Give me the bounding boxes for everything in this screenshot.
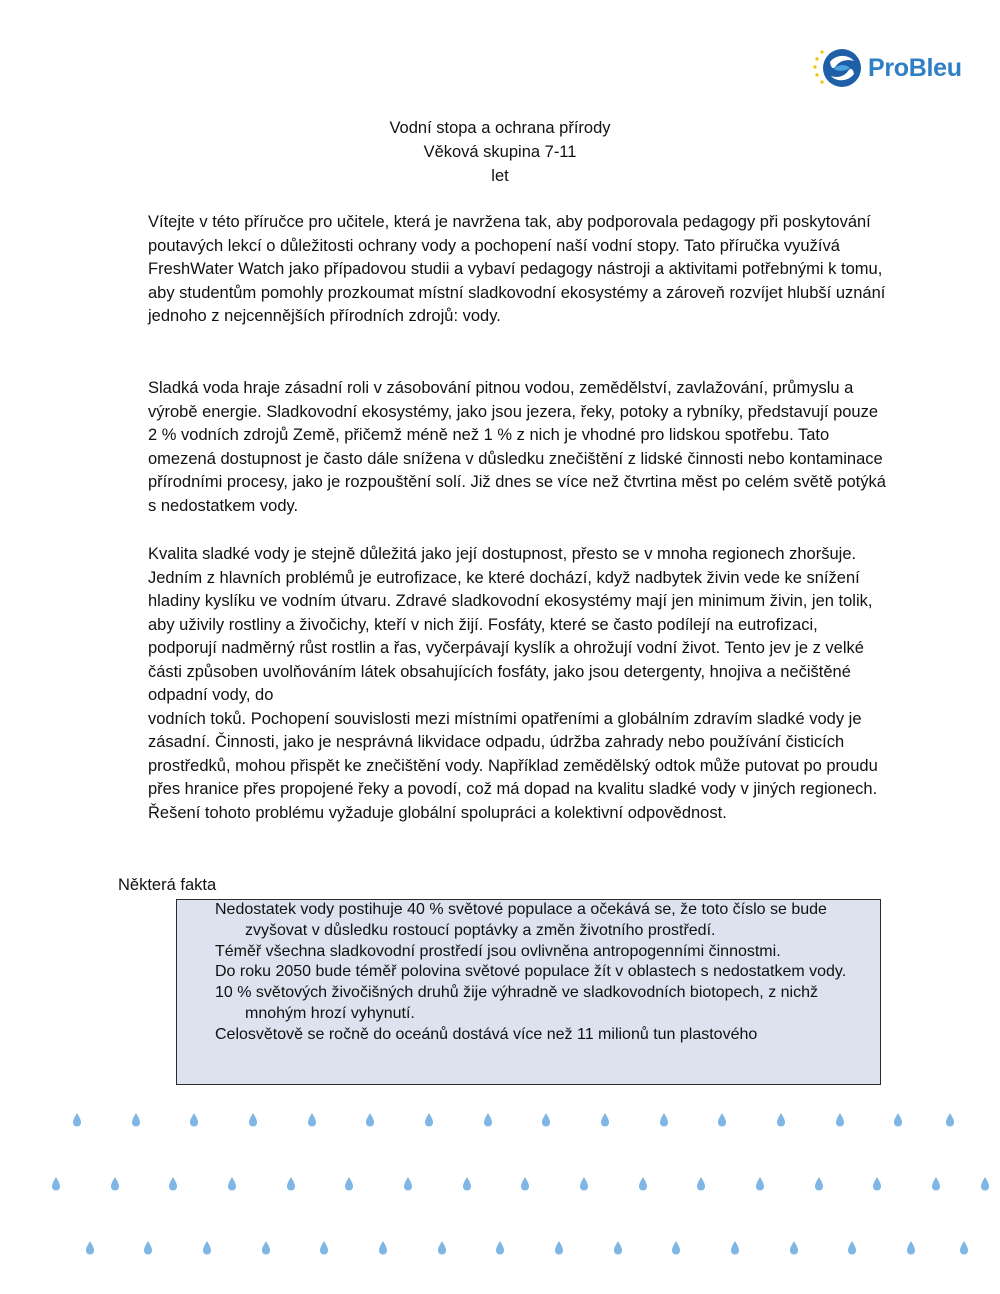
facts-list [177,900,880,1046]
water-drop-icon [484,1113,492,1127]
water-drop-icon [894,1113,902,1127]
water-drop-icon [366,1113,374,1127]
water-drop-icon [86,1241,94,1255]
water-drop-icon [320,1241,328,1255]
water-drop-icon [697,1177,705,1191]
water-drop-icon [496,1241,504,1255]
water-drop-icon [287,1177,295,1191]
subtitle-line-2: let [491,167,509,185]
water-drop-icon [249,1113,257,1127]
water-drop-decoration [0,1100,1000,1294]
water-drop-icon [815,1177,823,1191]
water-drop-icon [262,1241,270,1255]
water-drop-icon [946,1113,954,1127]
water-drop-icon [404,1177,412,1191]
title-line: Vodní stopa a ochrana přírody [389,119,611,137]
probleu-emblem-icon [812,44,864,94]
subtitle-line: Věková skupina 7-11 [423,143,577,161]
water-drop-icon [848,1241,856,1255]
water-drop-icon [345,1177,353,1191]
water-drop-icon [836,1113,844,1127]
fact-item: Nedostatek vody postihuje 40 % světové populace a očekává se, že toto číslo se bude zvyšovat v důsledku rostoucí poptávky a změn životního prostředí. [215,901,827,939]
fact-item: Téměř všechna sladkovodní prostředí jsou ovlivněna antropogenními činnostmi. [215,942,781,960]
document-title [0,116,1000,188]
facts-heading: Některá fakta [118,876,217,894]
water-drop-icon [718,1113,726,1127]
water-drop-icon [144,1241,152,1255]
fact-item: 10 % světových živočišných druhů žije výhradně ve sladkovodních biotopech, z nichž mnohým hrozí vyhynutí. [215,984,818,1022]
freshwater-paragraph: Sladká voda hraje zásadní roli v zásobování pitnou vodou, zemědělství, zavlažování, průmyslu a výrobě energie. Sladkovodní ekosystémy, jako jsou jezera, řeky, potoky a rybníky, představují pouze 2 % vodních zdrojů Země, přičemž méně než 1 % z nich je vhodné pro lidskou spotřebu. Tato omezená dostupnost je často dále snížena v důsledku znečištění z lidské činnosti nebo kontaminace přírodními procesy, jako je rozpouštění solí. Již dnes se více než čtvrtina měst po celém světě potýká s nedostatkem vody. [148,379,886,515]
water-drop-icon [614,1241,622,1255]
intro-paragraph: Vítejte v této příručce pro učitele, která je navržena tak, aby podporovala pedagogy při poskytování poutavých lekcí o důležitosti ochrany vody a pochopení naší vodní stopy. Tato příručka využívá FreshWater Watch jako případovou studii a vybaví pedagogy nástroji a aktivitami potřebnými k tomu, aby studentům pomohly prozkoumat místní sladkovodní ekosystémy a zároveň rozvíjet hlubší uznání jednoho z nejcennějších přírodních zdrojů: vody. [148,213,886,325]
water-drop-icon [203,1241,211,1255]
water-drop-icon [111,1177,119,1191]
water-drop-icon [731,1241,739,1255]
water-drop-icon [639,1177,647,1191]
water-drop-icon [555,1241,563,1255]
logo-text: ProBleu [868,54,962,82]
probleu-logo [812,44,972,94]
water-drop-icon [425,1113,433,1127]
facts-box [176,899,881,1085]
water-drop-icon [790,1241,798,1255]
water-drop-icon [73,1113,81,1127]
water-drop-icon [981,1177,989,1191]
water-drop-icon [660,1113,668,1127]
water-drop-icon [228,1177,236,1191]
water-drop-icon [542,1113,550,1127]
water-drop-icon [777,1113,785,1127]
water-drop-icon [756,1177,764,1191]
quality-paragraph-part-2: vodních toků. Pochopení souvislosti mezi místními opatřeními a globálním zdravím sladké vody je zásadní. Činnosti, jako je nesprávná likvidace odpadu, údržba zahrady nebo používání čisticích prostředků, mohou přispět ke znečištění vody. Například zemědělský odtok může putovat po proudu přes hranice přes propojené řeky a povodí, což má dopad na kvalitu sladké vody v jiných regionech. Řešení tohoto problému vyžaduje globální spolupráci a kolektivní odpovědnost. [148,709,878,822]
water-drop-icon [907,1241,915,1255]
water-drop-icon [438,1241,446,1255]
water-drop-icon [580,1177,588,1191]
water-drop-icon [132,1113,140,1127]
water-drop-icon [960,1241,968,1255]
water-drop-icon [873,1177,881,1191]
water-drop-icon [932,1177,940,1191]
quality-paragraph-part-1: Kvalita sladké vody je stejně důležitá jako její dostupnost, přesto se v mnoha regionech zhoršuje. Jedním z hlavních problémů je eutrofizace, ke které dochází, když nadbytek živin vede ke snížení hladiny kyslíku ve vodním útvaru. Zdravé sladkovodní ekosystémy mají jen minimum živin, jen tolik, aby uživily rostliny a živočichy, kteří v nich žijí. Fosfáty, které se často podílejí na eutrofizaci, podporují nadměrný růst rostlin a řas, vyčerpávají kyslík a ohrožují vodní život. Tento jev je z velké části způsoben uvolňováním látek obsahujících fosfáty, jako jsou detergenty, hnojiva a nečištěné odpadní vody, do [148,545,873,704]
quality-paragraph [148,543,888,825]
fact-item: Do roku 2050 bude téměř polovina světové populace žít v oblastech s nedostatkem vody. [215,963,847,981]
fact-item: Celosvětově se ročně do oceánů dostává více než 11 milionů tun plastového [215,1025,758,1043]
water-drop-icon [601,1113,609,1127]
water-drop-icon [169,1177,177,1191]
water-drop-icon [463,1177,471,1191]
water-drop-icon [672,1241,680,1255]
water-drop-icon [52,1177,60,1191]
water-drop-icon [190,1113,198,1127]
water-drop-icon [521,1177,529,1191]
water-drop-icon [308,1113,316,1127]
water-drop-icon [379,1241,387,1255]
